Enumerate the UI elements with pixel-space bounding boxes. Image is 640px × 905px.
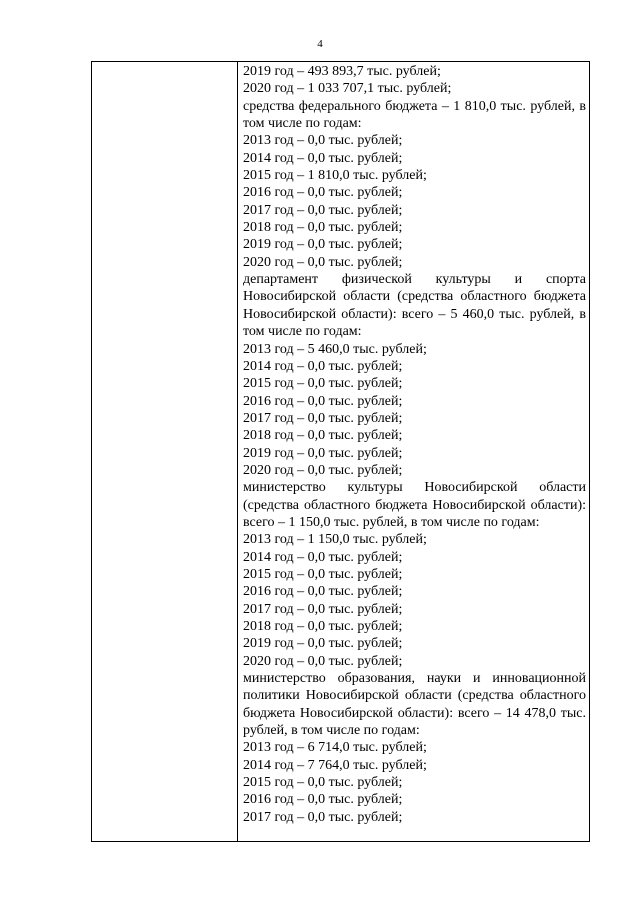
year-amount-line: 2014 год – 0,0 тыс. рублей; <box>243 549 403 565</box>
year-amount-line: 2013 год – 1 150,0 тыс. рублей; <box>243 532 427 548</box>
year-amount-line: 2017 год – 0,0 тыс. рублей; <box>243 202 403 218</box>
table-left-cell <box>92 62 238 841</box>
funding-source-paragraph: министерство образования, науки и инновационной политики Новосибирской области (средства областного бюджета Новосибирской области): всего – 14 478,0 тыс. рублей, в том числе по годам: <box>243 671 586 739</box>
year-amount-line: 2016 год – 0,0 тыс. рублей; <box>243 584 403 600</box>
page-number: 4 <box>317 38 323 50</box>
year-amount-line: 2013 год – 0,0 тыс. рублей; <box>243 133 403 149</box>
year-amount-line: 2016 год – 0,0 тыс. рублей; <box>243 185 403 201</box>
year-amount-line: 2017 год – 0,0 тыс. рублей; <box>243 809 403 825</box>
year-amount-line: 2018 год – 0,0 тыс. рублей; <box>243 428 403 444</box>
year-amount-line: 2017 год – 0,0 тыс. рублей; <box>243 410 403 426</box>
year-amount-line: 2015 год – 0,0 тыс. рублей; <box>243 775 403 791</box>
year-amount-line: 2018 год – 0,0 тыс. рублей; <box>243 220 403 236</box>
year-amount-line: 2017 год – 0,0 тыс. рублей; <box>243 601 403 617</box>
year-amount-line: 2020 год – 1 033 707,1 тыс. рублей; <box>243 81 452 97</box>
year-amount-line: 2020 год – 0,0 тыс. рублей; <box>243 653 403 669</box>
year-amount-line: 2015 год – 0,0 тыс. рублей; <box>243 376 403 392</box>
year-amount-line: 2018 год – 0,0 тыс. рублей; <box>243 619 403 634</box>
year-amount-line: 2019 год – 0,0 тыс. рублей; <box>243 237 403 253</box>
year-amount-line: 2014 год – 0,0 тыс. рублей; <box>243 150 403 166</box>
year-amount-line: 2019 год – 493 893,7 тыс. рублей; <box>243 64 441 79</box>
year-amount-line: 2016 год – 0,0 тыс. рублей; <box>243 393 403 409</box>
year-amount-line: 2020 год – 0,0 тыс. рублей; <box>243 462 403 478</box>
year-amount-line: 2016 год – 0,0 тыс. рублей; <box>243 792 403 808</box>
funding-source-paragraph: средства федерального бюджета – 1 810,0 тыс. рублей, в том числе по годам: <box>243 98 586 132</box>
year-amount-line: 2013 год – 6 714,0 тыс. рублей; <box>243 740 427 756</box>
table-right-cell <box>238 62 589 841</box>
year-amount-line: 2020 год – 0,0 тыс. рублей; <box>243 254 403 270</box>
year-amount-line: 2019 год – 0,0 тыс. рублей; <box>243 445 403 461</box>
program-table <box>91 61 590 842</box>
year-amount-line: 2015 год – 1 810,0 тыс. рублей; <box>243 168 427 184</box>
year-amount-line: 2014 год – 7 764,0 тыс. рублей; <box>243 757 427 773</box>
year-amount-line: 2019 год – 0,0 тыс. рублей; <box>243 636 403 652</box>
year-amount-line: 2013 год – 5 460,0 тыс. рублей; <box>243 341 427 357</box>
funding-source-paragraph: департамент физической культуры и спорта Новосибирской области (средства областного бюджета Новосибирской области): всего – 5 460,0 тыс. рублей, в том числе по годам: <box>243 272 586 340</box>
year-amount-line: 2014 год – 0,0 тыс. рублей; <box>243 358 403 374</box>
year-amount-line: 2015 год – 0,0 тыс. рублей; <box>243 566 403 582</box>
funding-source-paragraph: министерство культуры Новосибирской области (средства областного бюджета Новосибирской области): всего – 1 150,0 тыс. рублей, в том числе по годам: <box>243 480 586 530</box>
